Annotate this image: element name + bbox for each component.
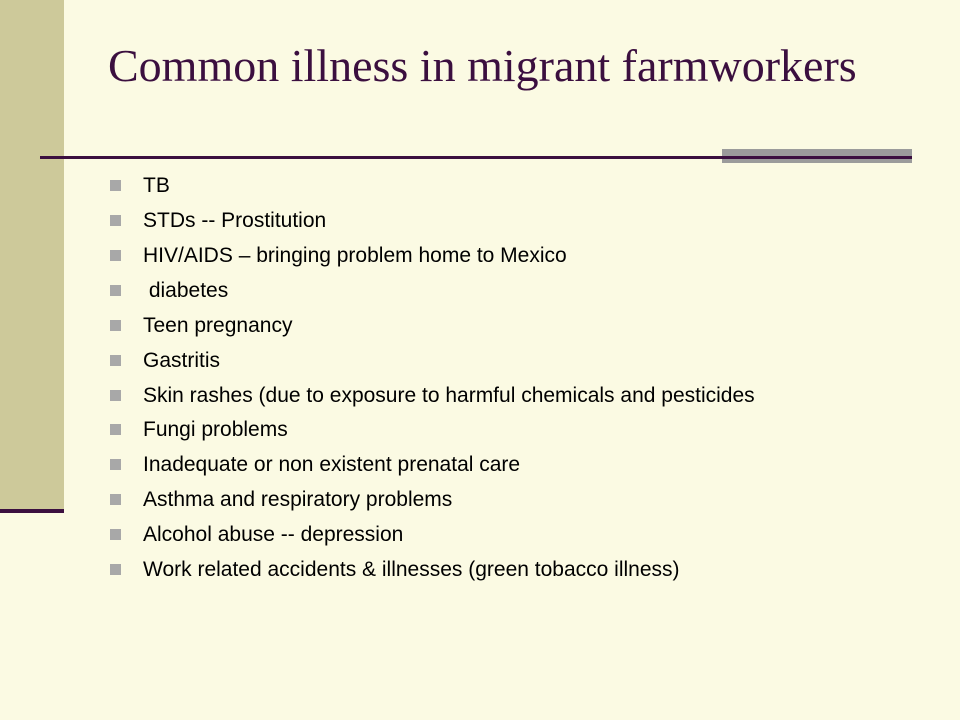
list-item [108, 418, 828, 442]
left-bar-accent-line [0, 509, 64, 513]
bullet-text: diabetes [143, 279, 229, 302]
list-item [108, 314, 828, 338]
bullet-text: Inadequate or non existent prenatal care [143, 453, 521, 476]
list-item [108, 244, 828, 268]
square-bullet-icon [110, 250, 121, 261]
bullet-text: Teen pregnancy [143, 314, 293, 337]
list-item [108, 279, 828, 303]
list-item [108, 174, 828, 198]
list-item [108, 523, 828, 547]
bullet-text: HIV/AIDS – bringing problem home to Mexico [143, 244, 567, 267]
square-bullet-icon [110, 285, 121, 296]
list-item [108, 453, 828, 477]
square-bullet-icon [110, 424, 121, 435]
left-decorative-bar [0, 0, 64, 512]
list-item [108, 209, 828, 233]
bullet-text: Asthma and respiratory problems [143, 488, 453, 511]
bullet-text: TB [143, 174, 170, 197]
square-bullet-icon [110, 494, 121, 505]
bullet-text: Alcohol abuse -- depression [143, 523, 404, 546]
bullet-list [108, 174, 828, 593]
square-bullet-icon [110, 320, 121, 331]
bullet-text: Gastritis [143, 349, 221, 372]
list-item [108, 349, 828, 373]
square-bullet-icon [110, 529, 121, 540]
square-bullet-icon [110, 459, 121, 470]
square-bullet-icon [110, 215, 121, 226]
square-bullet-icon [110, 564, 121, 575]
list-item [108, 558, 828, 582]
square-bullet-icon [110, 180, 121, 191]
bullet-text: STDs -- Prostitution [143, 209, 327, 232]
bullet-text: Skin rashes (due to exposure to harmful chemicals and pesticides [143, 384, 755, 407]
square-bullet-icon [110, 390, 121, 401]
list-item [108, 488, 828, 512]
bullet-text: Work related accidents & illnesses (green tobacco illness) [143, 558, 680, 581]
slide-title: Common illness in migrant farmworkers [108, 40, 857, 91]
title-rule [40, 156, 912, 159]
bullet-text: Fungi problems [143, 418, 288, 441]
list-item [108, 384, 828, 408]
square-bullet-icon [110, 355, 121, 366]
